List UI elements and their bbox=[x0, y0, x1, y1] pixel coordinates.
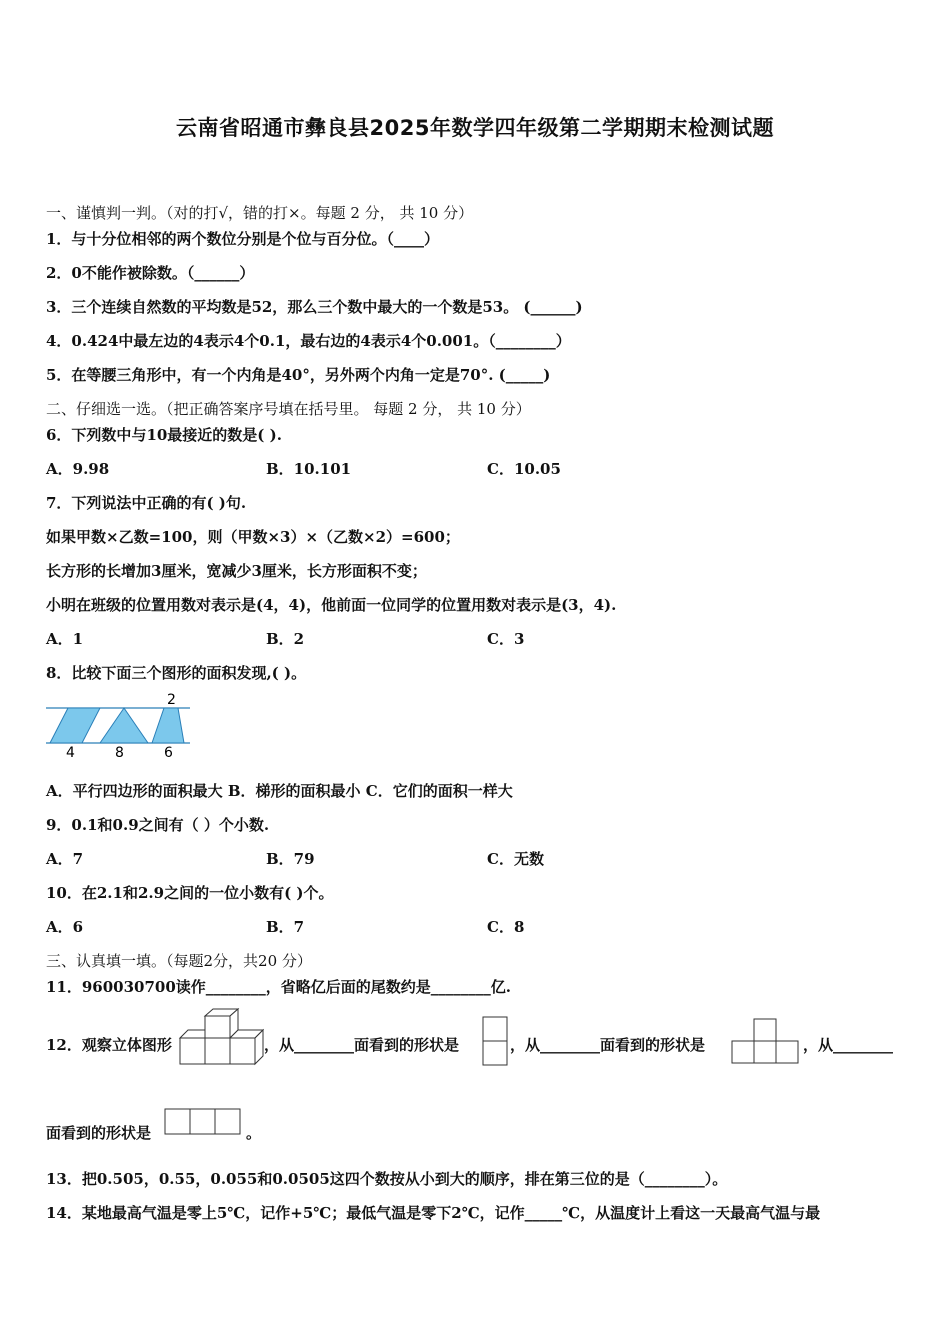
question-3: 3．三个连续自然数的平均数是52，那么三个数中最大的一个数是53。 (______) bbox=[46, 298, 583, 316]
question-11: 11．960030700读作________，省略亿后面的尾数约是________亿. bbox=[46, 978, 512, 996]
q7-option-a: A．1 bbox=[46, 630, 84, 648]
q9-option-c: C．无数 bbox=[487, 850, 544, 868]
q10-option-b: B．7 bbox=[266, 918, 305, 936]
q9-option-b: B．79 bbox=[266, 850, 315, 868]
q7-statement-2: 长方形的长增加3厘米，宽减少3厘米，长方形面积不变； bbox=[46, 562, 427, 580]
question-7: 7．下列说法中正确的有( )句. bbox=[46, 494, 247, 512]
q8-label-triangle: 8 bbox=[115, 745, 124, 760]
section-1-heading: 一、谨慎判一判。（对的打√，错的打×。每题 2 分， 共 10 分） bbox=[46, 204, 474, 222]
q12-view-shape-2 bbox=[731, 1018, 801, 1066]
question-10: 10．在2.1和2.9之间的一位小数有( )个。 bbox=[46, 884, 334, 902]
triangle-shape bbox=[100, 708, 148, 743]
q7-option-b: B．2 bbox=[266, 630, 305, 648]
q12-view-shape-1 bbox=[482, 1016, 508, 1068]
question-4: 4．0.424中最左边的4表示4个0.1，最右边的4表示4个0.001。（________） bbox=[46, 332, 571, 350]
question-12-end: 。 bbox=[246, 1124, 262, 1142]
q12-solid-figure bbox=[178, 1008, 264, 1068]
question-12-view-3: ，从________ bbox=[803, 1036, 894, 1054]
section-2-heading: 二、仔细选一选。（把正确答案序号填在括号里。 每题 2 分， 共 10 分） bbox=[46, 400, 531, 418]
question-12-view-1: ，从________面看到的形状是 bbox=[264, 1036, 460, 1054]
q12-view-shape-3 bbox=[164, 1108, 242, 1136]
q8-label-trapezoid: 6 bbox=[164, 745, 173, 760]
question-8: 8．比较下面三个图形的面积发现,( )。 bbox=[46, 664, 307, 682]
q10-option-a: A．6 bbox=[46, 918, 84, 936]
question-1: 1．与十分位相邻的两个数位分别是个位与百分位。（____） bbox=[46, 230, 439, 248]
question-14: 14．某地最高气温是零上5℃，记作+5℃；最低气温是零下2℃，记作_____℃，从温度计上看这一天最高气温与最 bbox=[46, 1204, 821, 1222]
question-5: 5．在等腰三角形中，有一个内角是40°，另外两个内角一定是70°. (_____) bbox=[46, 366, 551, 384]
question-9: 9．0.1和0.9之间有（ ）个小数. bbox=[46, 816, 270, 834]
q7-option-c: C．3 bbox=[487, 630, 525, 648]
question-6: 6．下列数中与10最接近的数是( ). bbox=[46, 426, 282, 444]
page-title: 云南省昭通市彝良县2025年数学四年级第二学期期末检测试题 bbox=[176, 116, 774, 140]
q6-option-a: A．9.98 bbox=[46, 460, 110, 478]
q8-shapes-figure bbox=[44, 690, 194, 760]
question-12-continued: 面看到的形状是 bbox=[46, 1124, 152, 1142]
q7-statement-3: 小明在班级的位置用数对表示是(4，4)，他前面一位同学的位置用数对表示是(3，4). bbox=[46, 596, 617, 614]
question-12-start: 12．观察立体图形 bbox=[46, 1036, 172, 1054]
question-12-view-2: ，从________面看到的形状是 bbox=[510, 1036, 706, 1054]
q8-label-parallelogram: 4 bbox=[66, 745, 75, 760]
q7-statement-1: 如果甲数×乙数=100，则（甲数×3）×（乙数×2）=600； bbox=[46, 528, 460, 546]
q8-label-top: 2 bbox=[167, 692, 176, 708]
q10-option-c: C．8 bbox=[487, 918, 525, 936]
q9-option-a: A．7 bbox=[46, 850, 84, 868]
q6-option-b: B．10.101 bbox=[266, 460, 352, 478]
parallelogram-shape bbox=[50, 708, 100, 743]
question-13: 13．把0.505，0.55，0.055和0.0505这四个数按从小到大的顺序，排在第三位的是（________）。 bbox=[46, 1170, 728, 1188]
trapezoid-shape bbox=[152, 708, 184, 743]
section-3-heading: 三、认真填一填。（每题2分，共20 分） bbox=[46, 952, 312, 970]
q8-options: A．平行四边形的面积最大 B．梯形的面积最小 C．它们的面积一样大 bbox=[46, 782, 513, 800]
q6-option-c: C．10.05 bbox=[487, 460, 561, 478]
question-2: 2．0不能作被除数。（______） bbox=[46, 264, 255, 282]
